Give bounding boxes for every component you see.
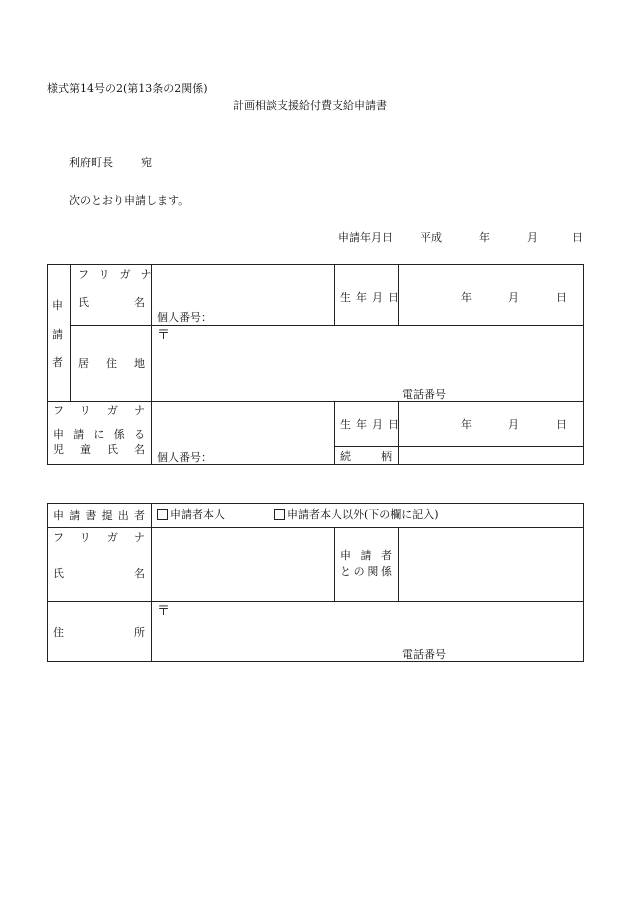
child-birth-month: 月 bbox=[508, 418, 519, 431]
child-furigana-label: フリガナ bbox=[53, 404, 145, 417]
submitter-furigana-label: フリガナ bbox=[53, 531, 145, 544]
option-self[interactable] bbox=[157, 509, 225, 520]
applicant-birth-month: 月 bbox=[508, 291, 519, 304]
applicant-label-3: 者 bbox=[52, 356, 63, 369]
date-month-unit: 月 bbox=[527, 231, 538, 244]
applicant-name-label: 氏名 bbox=[78, 296, 145, 309]
applicant-birth-label: 生年月日 bbox=[340, 291, 404, 304]
form-title: 計画相談支援給付費支給申請書 bbox=[233, 99, 387, 112]
child-label-line2: 児童氏名 bbox=[53, 443, 145, 456]
addressee-suffix: 宛 bbox=[141, 156, 152, 169]
applicant-label-2: 請 bbox=[52, 328, 63, 341]
option-other-label: 申請者本人以外(下の欄に記入) bbox=[287, 508, 439, 521]
child-birth-year: 年 bbox=[461, 418, 472, 431]
child-birth-day: 日 bbox=[556, 418, 567, 431]
date-day-unit: 日 bbox=[572, 231, 583, 244]
intro-text: 次のとおり申請します。 bbox=[69, 194, 190, 207]
submitter-phone-label: 電話番号 bbox=[402, 648, 446, 661]
checkbox-self[interactable] bbox=[157, 509, 168, 520]
child-label-line1: 申請に係る bbox=[53, 428, 145, 441]
date-year-unit: 年 bbox=[479, 231, 490, 244]
child-my-number: 個人番号： bbox=[157, 451, 212, 464]
applicant-birth-day: 日 bbox=[556, 291, 567, 304]
child-birth-label: 生年月日 bbox=[340, 418, 404, 431]
submitter-name-label: 氏名 bbox=[53, 567, 145, 580]
applicant-furigana-label: フリガナ bbox=[78, 268, 162, 281]
applicant-birth-year: 年 bbox=[461, 291, 472, 304]
submitter-address-label: 住所 bbox=[53, 626, 145, 639]
submitter-postal-mark: 〒 bbox=[157, 604, 171, 619]
addressee: 利府町長 bbox=[69, 156, 113, 169]
relation-label-line2: との関係 bbox=[340, 565, 392, 578]
checkbox-other[interactable] bbox=[274, 509, 285, 520]
relation-label-line1: 申請者 bbox=[340, 549, 392, 562]
applicant-label-1: 申 bbox=[52, 299, 63, 312]
option-other[interactable] bbox=[274, 509, 439, 520]
date-era: 平成 bbox=[420, 231, 442, 244]
applicant-address-label: 居住地 bbox=[78, 357, 145, 370]
date-label: 申請年月日 bbox=[338, 231, 393, 244]
option-self-label: 申請者本人 bbox=[170, 508, 225, 521]
form-number: 様式第14号の2(第13条の2関係) bbox=[47, 82, 208, 95]
applicant-my-number: 個人番号： bbox=[157, 311, 212, 324]
submitter-label: 申請書提出者 bbox=[53, 509, 145, 522]
applicant-postal-mark: 〒 bbox=[157, 328, 171, 343]
applicant-phone-label: 電話番号 bbox=[402, 388, 446, 401]
child-relation-label: 続柄 bbox=[340, 450, 392, 463]
